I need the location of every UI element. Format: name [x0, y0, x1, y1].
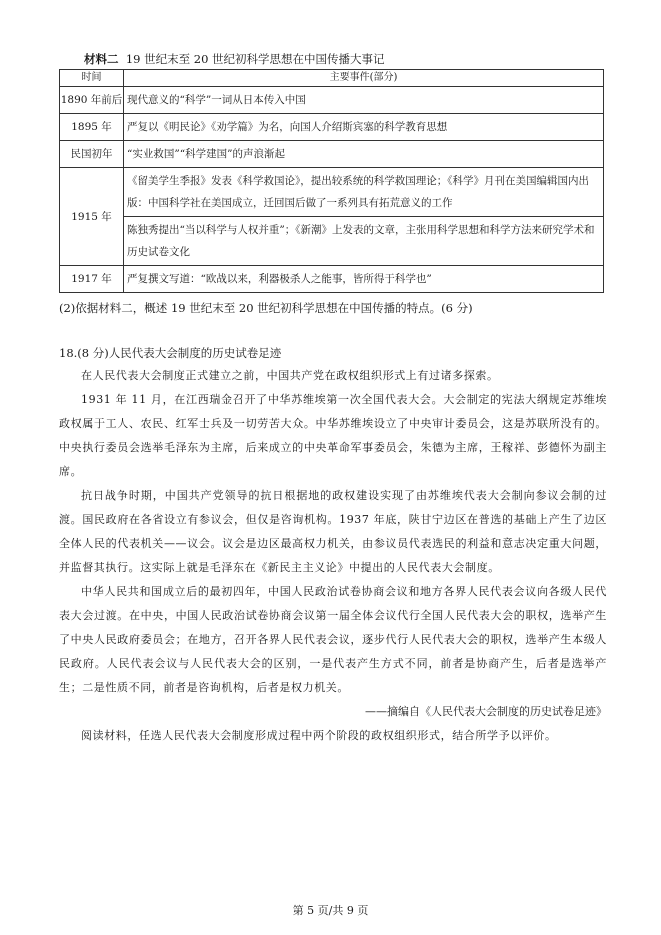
table-row	[60, 87, 604, 114]
row-event: 现代意义的“科学”一词从日本传入中国	[124, 87, 604, 114]
row-time: 1917 年	[60, 266, 124, 293]
table-header-row	[60, 70, 604, 87]
row-event: 陈独秀提出“当以科学与人权并重”；《新潮》上发表的文章，主张用科学思想和科学方法来研究学术和历史试卷文化	[124, 217, 604, 266]
material2-heading	[84, 51, 385, 67]
row-event: 严复撰文写道：“欧战以来，利器极杀人之能事，皆所得于科学也”	[124, 266, 604, 293]
row-time: 1915 年	[60, 168, 124, 266]
q18-title: 18.(8 分)人民代表大会制度的历史试卷足迹	[59, 346, 282, 360]
q18-material	[59, 364, 607, 748]
table-row	[60, 266, 604, 293]
q18-paragraph: 中华人民共和国成立后的最初四年，中国人民政治试卷协商会议和地方各界人民代表会议向各级人民代表大会过渡。在中央，中国人民政治试卷协商会议第一届全体会议代行全国人民代表大会的职权，选举产生了中央人民政府委员会；在地方，召开各界人民代表会议，逐步代行人民代表大会的职权，选举产生本级人民政府。人民代表会议与人民代表大会的区别，一是代表产生方式不同，前者是协商产生，后者是选举产生；二是性质不同，前者是咨询机构，后者是权力机关。	[59, 585, 607, 694]
table-row	[60, 141, 604, 168]
material2-title: 19 世纪末至 20 世纪初科学思想在中国传播大事记	[125, 52, 385, 66]
row-time: 民国初年	[60, 141, 124, 168]
q18-paragraph: 在人民代表大会制度正式建立之前，中国共产党在政权组织形式上有过诸多探索。	[81, 369, 499, 382]
table-row	[60, 114, 604, 141]
table-row	[60, 168, 604, 217]
table-row	[60, 217, 604, 266]
material2-question: (2)依据材料二，概述 19 世纪末至 20 世纪初科学思想在中国传播的特点。(6 分)	[59, 301, 473, 315]
q18-paragraph: 抗日战争时期，中国共产党领导的抗日根据地的政权建设实现了由苏维埃代表大会制向参议会制的过渡。国民政府在各省设立有参议会，但仅是咨询机构。1937 年底，陕甘宁边区在普选的基础上产生了边区全体人民的代表机关——议会。议会是边区最高权力机关，由参议员代表选民的利益和意志决定重大问题，并监督其执行。这实际上就是毛泽东在《新民主主义论》中提出的人民代表大会制度。	[59, 489, 607, 574]
row-time: 1895 年	[60, 114, 124, 141]
q18-source: ——摘编自《人民代表大会制度的历史试卷足迹》	[365, 705, 607, 718]
page-footer: 第 5 页/共 9 页	[292, 904, 369, 917]
q18-question: 阅读材料，任选人民代表大会制度形成过程中两个阶段的政权组织形式，结合所学予以评价。	[81, 729, 557, 742]
row-event: 严复以《明民论》《劝学篇》为名，向国人介绍斯宾塞的科学教育思想	[124, 114, 604, 141]
header-time: 时间	[60, 70, 124, 87]
row-time: 1890 年前后	[60, 87, 124, 114]
q18-paragraph: 1931 年 11 月，在江西瑞金召开了中华苏维埃第一次全国代表大会。大会制定的宪法大纲规定苏维埃政权属于工人、农民、红军士兵及一切劳苦大众。中华苏维埃设立了中央审计委员会，这是苏联所没有的。中央执行委员会选举毛泽东为主席，后来成立的中央革命军事委员会，朱德为主席，王稼祥、彭德怀为副主席。	[59, 393, 607, 478]
row-event: “实业救国”“科学建国”的声浪渐起	[124, 141, 604, 168]
material2-label: 材料二	[84, 52, 119, 66]
row-event: 《留美学生季报》发表《科学救国论》，提出较系统的科学救国理论；《科学》月刊在美国编辑国内出版：中国科学社在美国成立，迁回国后做了一系列具有拓荒意义的工作	[124, 168, 604, 217]
events-table	[59, 69, 604, 293]
header-event: 主要事件(部分)	[124, 70, 604, 87]
